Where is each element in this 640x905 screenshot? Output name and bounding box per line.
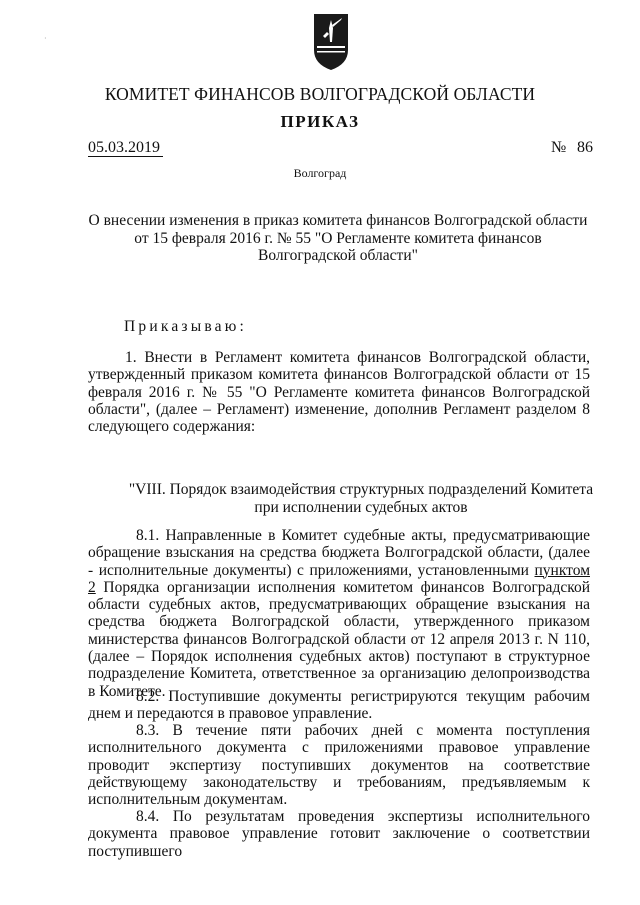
organization-name: КОМИТЕТ ФИНАНСОВ ВОЛГОГРАДСКОЙ ОБЛАСТИ xyxy=(104,84,536,104)
paragraph-8-3: 8.3. В течение пяти рабочих дней с момента поступления исполнительного документа с приложениями правовое управление проводит экспертизу поступивших документов на соответствие действующему законодательству и требованиям, предъявляемым к исполнительным документам. xyxy=(88,722,590,809)
point-2-link[interactable]: пунктом 2 xyxy=(88,561,590,596)
number-sign: № xyxy=(551,139,567,156)
paragraph-8-2: 8.2. Поступившие документы регистрируются текущим рабочим днем и передаются в правовое управление. xyxy=(88,688,590,723)
scan-mark: · xyxy=(44,34,47,43)
paragraph-8-1 xyxy=(88,527,590,700)
paragraph-8-4: 8.4. По результатам проведения экспертизы исполнительного документа правовое управление готовит заключение о соответствии поступившего xyxy=(88,808,590,860)
document-type: ПРИКАЗ xyxy=(280,112,360,131)
orders-word: Приказываю: xyxy=(124,318,248,335)
section-title: "VIII. Порядок взаимодействия структурных подразделений Комитета при исполнении судебных актов xyxy=(128,481,594,516)
document-number: 86 xyxy=(577,139,593,156)
volgograd-coat-of-arms-icon xyxy=(311,12,351,72)
document-subject: О внесении изменения в приказ комитета финансов Волгоградской области от 15 февраля 2016 г. № 55 "О Регламенте комитета финансов Волгоградской области" xyxy=(88,212,588,264)
paragraph-8-1-text-end: Порядка организации исполнения комитетом финансов Волгоградской области судебных актов, предусматривающих обращение взыскания на средства бюджета Волгоградской области, утвержденного приказом министерства финансов Волгоградской области от 12 апреля 2013 г. N 110, (далее – Порядок исполнения судебных актов) поступают в структурное подразделение Комитета, ответственное за организацию делопроизводства в Комитете. xyxy=(88,578,590,700)
paragraph-1: 1. Внести в Регламент комитета финансов Волгоградской области, утвержденный приказом комитета финансов Волгоградской области от 15 февраля 2016 г. № 55 "О Регламенте комитета финансов Волгоградской области", (далее – Регламент) изменение, дополнив Регламент разделом 8 следующего содержания: xyxy=(88,349,590,436)
document-date: 05.03.2019 xyxy=(88,139,163,157)
paragraph-8-1-text-start: 8.1. Направленные в Комитет судебные акты, предусматривающие обращение взыскания на средства бюджета Волгоградской области, (далее - исполнительные документы) с приложениями, установленными xyxy=(88,527,590,579)
city-name: Волгоград xyxy=(293,166,347,180)
